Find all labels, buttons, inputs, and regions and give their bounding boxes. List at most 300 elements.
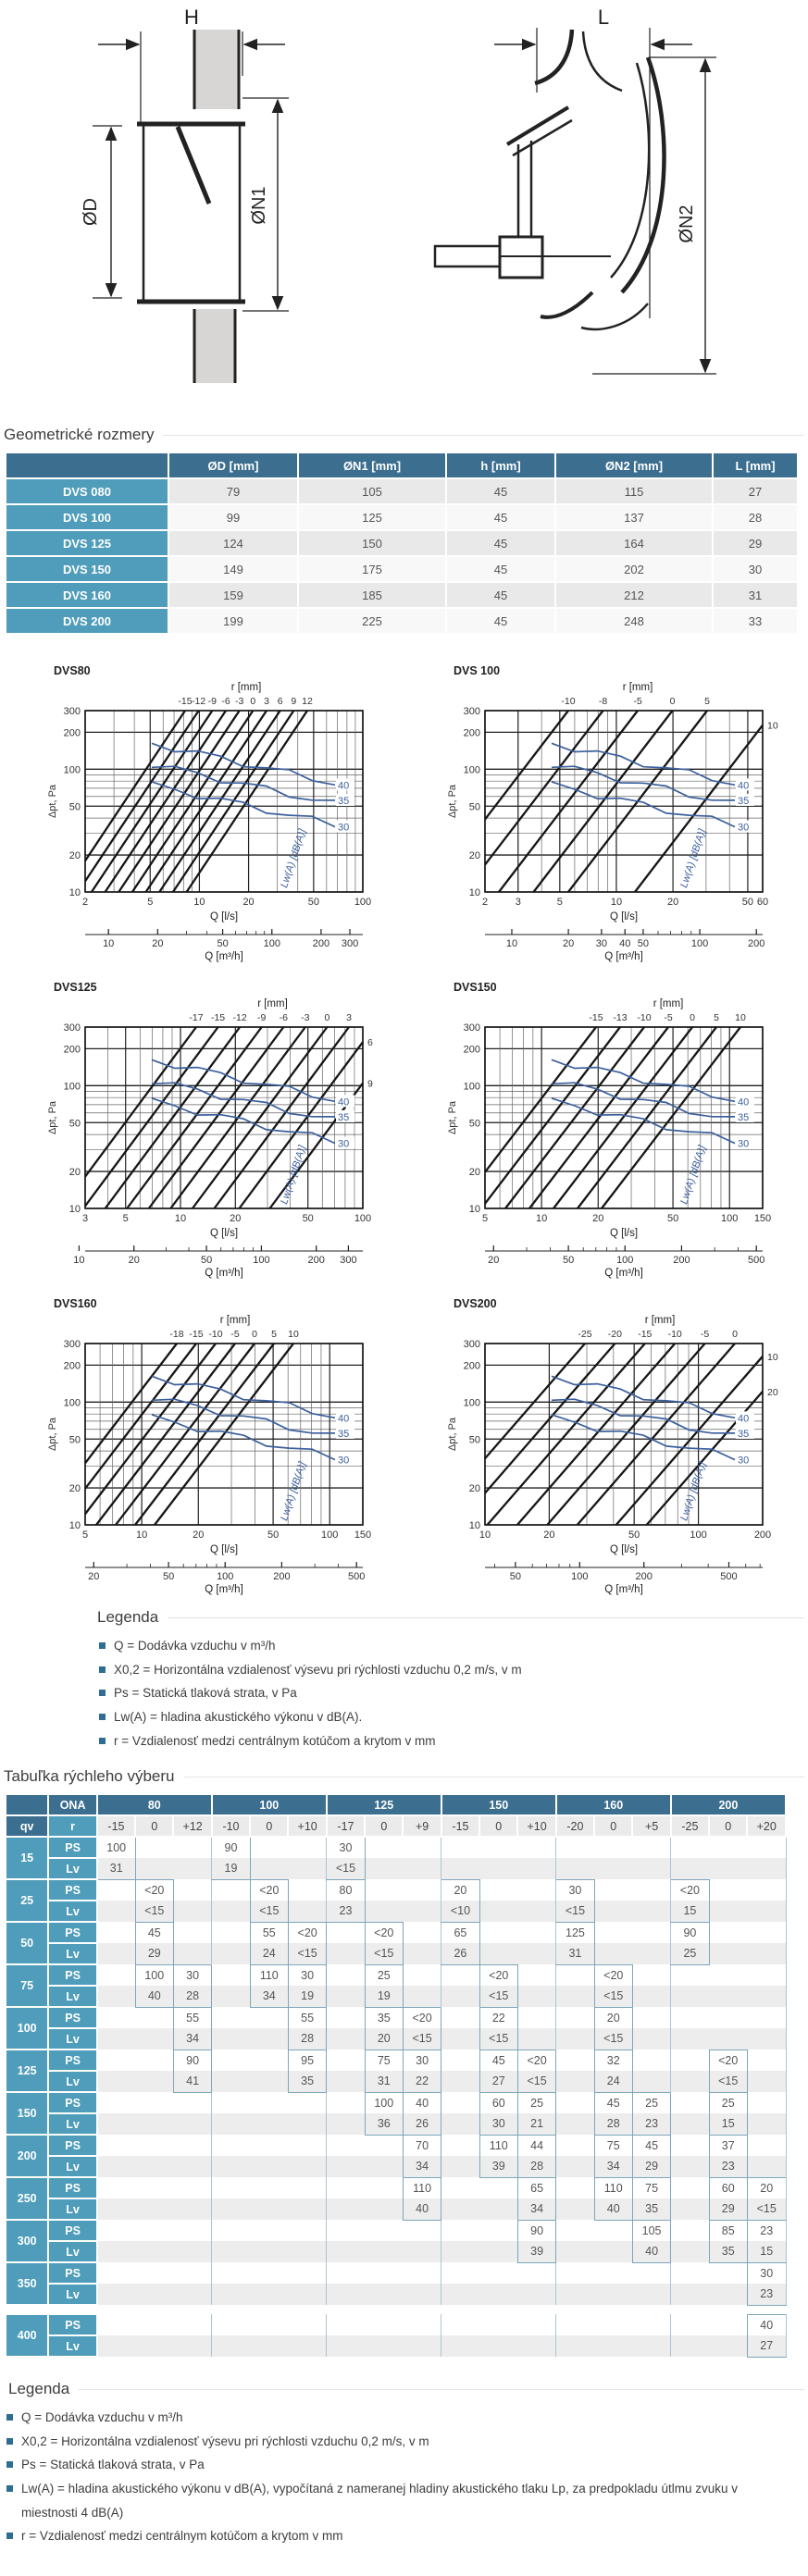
- lw-axis-label: Lw(A) [dB(A)]: [279, 1144, 309, 1207]
- svg-text:300: 300: [463, 1339, 480, 1350]
- quick-cell: [709, 1943, 747, 1964]
- svg-text:100: 100: [63, 1397, 81, 1409]
- svg-text:100: 100: [217, 1571, 234, 1582]
- quick-cell: [288, 1901, 326, 1922]
- quick-cell: [517, 2284, 555, 2305]
- geometry-col-header: ØD [mm]: [168, 452, 298, 478]
- svg-text:20: 20: [68, 1483, 81, 1495]
- svg-text:5: 5: [481, 1213, 489, 1224]
- geometry-cell: 202: [555, 556, 713, 582]
- dim-label-on1: ØN1: [249, 186, 269, 225]
- r-tick-label: -17: [189, 1012, 204, 1023]
- quick-cell: [671, 1858, 709, 1879]
- quick-cell: [403, 2335, 441, 2357]
- svg-text:20: 20: [68, 1167, 81, 1179]
- quick-cell: [173, 1879, 211, 1901]
- quick-cell: [250, 2071, 288, 2092]
- quick-cell: [709, 2262, 747, 2284]
- geometry-col-header: h [mm]: [446, 452, 555, 478]
- quick-cell: [441, 2071, 479, 2092]
- quick-cell: 37: [709, 2135, 747, 2156]
- ps-label: PS: [48, 2220, 96, 2241]
- qv-row-350-lv: [6, 2284, 786, 2305]
- quick-cell: 30: [556, 1879, 594, 1901]
- quick-cell: 35: [709, 2241, 747, 2262]
- quick-cell: <20: [709, 2050, 747, 2071]
- bottom-legend-title: Legenda: [8, 2380, 804, 2398]
- r-value-header: -10: [212, 1815, 250, 1837]
- lw-level-label: 35: [738, 795, 750, 807]
- lw-level-label: 30: [338, 822, 350, 834]
- svg-text:10: 10: [468, 1204, 480, 1215]
- chart-dvs150: [442, 975, 794, 1282]
- geometry-cell: 124: [168, 530, 298, 556]
- qv-value: 250: [6, 2177, 48, 2220]
- quick-cell: [747, 1986, 786, 2007]
- svg-text:300: 300: [63, 1022, 81, 1034]
- quick-cell: [212, 2262, 250, 2284]
- quick-cell: [403, 2220, 441, 2241]
- chart-canvas: [43, 994, 391, 1282]
- quick-cell: 23: [747, 2220, 786, 2241]
- quick-cell: [441, 2007, 479, 2028]
- quick-cell: 30: [403, 2050, 441, 2071]
- quick-cell: 65: [517, 2177, 555, 2198]
- quick-cell: [97, 1879, 135, 1901]
- quick-cell: [97, 1964, 135, 1986]
- chart-canvas: [442, 677, 790, 966]
- r-tick-label: 5: [714, 1012, 719, 1023]
- svg-text:500: 500: [348, 1571, 366, 1582]
- lw-level-label: 30: [738, 1455, 750, 1467]
- chart-title: DVS160: [54, 1297, 97, 1310]
- svg-text:50: 50: [637, 938, 650, 949]
- quick-cell: [135, 2007, 173, 2028]
- geometry-cell: 212: [555, 582, 713, 608]
- quick-cell: [556, 2335, 594, 2357]
- lw-level-label: 30: [338, 1138, 350, 1150]
- legend-item: X0,2 = Horizontálna vzdialenosť výsevu pri rýchlosti vzduchu 0,2 m/s, v m: [97, 1658, 808, 1682]
- svg-text:20: 20: [88, 1571, 100, 1582]
- quick-cell: 55: [288, 2007, 326, 2028]
- lv-label: Lv: [48, 1943, 96, 1964]
- ps-label: PS: [48, 2262, 96, 2284]
- quick-cell: [288, 2092, 326, 2113]
- geometry-cell: 45: [446, 582, 555, 608]
- lw-level-label: 35: [738, 1111, 750, 1123]
- r-tick-label: -9: [207, 696, 218, 707]
- quick-cell: [441, 2092, 479, 2113]
- quick-cell: [632, 1922, 670, 1943]
- quick-cell: [441, 2177, 479, 2198]
- quick-cell: <20: [403, 2007, 441, 2028]
- svg-text:50: 50: [68, 801, 81, 813]
- quick-cell: [671, 2241, 709, 2262]
- svg-text:20: 20: [128, 1255, 140, 1266]
- legend-item: r = Vzdialenosť medzi centrálnym kotúčom a krytom v mm: [5, 2524, 764, 2548]
- quick-cell: [632, 2314, 670, 2335]
- svg-text:200: 200: [748, 938, 765, 949]
- svg-text:200: 200: [463, 1360, 480, 1372]
- charts-legend-list: [97, 1634, 808, 1752]
- ps-label: PS: [48, 1964, 96, 1986]
- qv-value: 15: [6, 1837, 48, 1879]
- lw-axis-label: Lw(A) [dB(A)]: [279, 827, 309, 890]
- quick-cell: 125: [556, 1922, 594, 1943]
- r-tick-label: 10: [735, 1012, 746, 1023]
- quick-cell: [250, 2262, 288, 2284]
- r-tick-label: -13: [613, 1012, 628, 1023]
- svg-text:50: 50: [509, 1571, 522, 1582]
- quick-cell: [747, 2135, 786, 2156]
- quick-cell: [671, 2007, 709, 2028]
- lw-level-label: 35: [338, 1111, 350, 1123]
- quick-cell: [479, 1858, 517, 1879]
- quick-cell: [97, 2314, 135, 2335]
- lw-level-label: 40: [738, 1096, 750, 1108]
- quick-cell: [212, 2335, 250, 2357]
- quick-cell: <15: [747, 2198, 786, 2220]
- quick-cell: 34: [250, 1986, 288, 2007]
- quick-cell: [403, 1879, 441, 1901]
- quick-cell: [97, 2156, 135, 2177]
- quick-cell: [288, 2135, 326, 2156]
- quick-cell: [671, 2198, 709, 2220]
- quick-cell: [135, 2314, 173, 2335]
- quick-cell: 34: [517, 2198, 555, 2220]
- ps-label: PS: [48, 2092, 96, 2113]
- quick-cell: 20: [365, 2028, 403, 2050]
- svg-text:200: 200: [63, 1044, 81, 1056]
- quick-cell: [556, 2284, 594, 2305]
- ona-size-header: 100: [212, 1794, 327, 1815]
- quick-cell: [365, 2220, 403, 2241]
- quick-cell: [365, 2241, 403, 2262]
- lw-level-label: 40: [338, 1096, 350, 1108]
- quick-cell: 60: [709, 2177, 747, 2198]
- quick-cell: [97, 2335, 135, 2357]
- quick-cell: [594, 1901, 632, 1922]
- r-tick-label: 0: [669, 696, 676, 707]
- svg-text:300: 300: [463, 706, 480, 717]
- quick-cell: 19: [212, 1858, 250, 1879]
- quick-cell: [594, 2262, 632, 2284]
- quick-cell: [97, 2071, 135, 2092]
- ona-header: ONA: [48, 1794, 96, 1815]
- geometry-row-label: DVS 100: [6, 504, 168, 530]
- geometry-cell: 199: [168, 608, 298, 634]
- quick-cell: 30: [173, 1964, 211, 1986]
- r-tick-label: 6: [367, 1037, 373, 1049]
- quick-cell: [747, 2092, 786, 2113]
- quick-cell: 28: [173, 1986, 211, 2007]
- r-tick-label: 0: [250, 696, 256, 707]
- chart-canvas: [442, 1310, 790, 1599]
- r-tick-label: 5: [271, 1329, 277, 1340]
- quick-cell: 24: [250, 1943, 288, 1964]
- quick-cell: [632, 2335, 670, 2357]
- quick-cell: [671, 2135, 709, 2156]
- r-value-header: -17: [327, 1815, 365, 1837]
- r-value-header: 0: [135, 1815, 173, 1837]
- quick-cell: 75: [365, 2050, 403, 2071]
- quick-cell: [709, 1901, 747, 1922]
- qv-row-300-lv: [6, 2241, 786, 2262]
- r-tick-label: -15: [638, 1329, 653, 1340]
- quick-cell: [556, 2050, 594, 2071]
- quick-cell: 22: [403, 2071, 441, 2092]
- lw-axis-label: Lw(A) [dB(A)]: [279, 1460, 309, 1523]
- quick-cell: [135, 2156, 173, 2177]
- quick-cell: [327, 2092, 365, 2113]
- legend-item: r = Vzdialenosť medzi centrálnym kotúčom a krytom v mm: [97, 1729, 808, 1753]
- qv-row-125-ps: [6, 2050, 786, 2071]
- quick-cell: 55: [173, 2007, 211, 2028]
- quick-cell: 23: [327, 1901, 365, 1922]
- quick-cell: [709, 1964, 747, 1986]
- quick-cell: [479, 2314, 517, 2335]
- quick-cell: [173, 2262, 211, 2284]
- quick-cell: [212, 2177, 250, 2198]
- quick-cell: [747, 1879, 786, 1901]
- quick-cell: [173, 1858, 211, 1879]
- quick-cell: 26: [441, 1943, 479, 1964]
- quick-cell: 105: [632, 2220, 670, 2241]
- geometry-cell: 45: [446, 530, 555, 556]
- quick-cell: [594, 1943, 632, 1964]
- geometry-cell: 79: [168, 478, 298, 504]
- quick-cell: [556, 1964, 594, 1986]
- quick-cell: 90: [671, 1922, 709, 1943]
- quick-cell: 19: [365, 1986, 403, 2007]
- quick-cell: <15: [556, 1901, 594, 1922]
- qv-row-300-ps: [6, 2220, 786, 2241]
- geometry-cell: 225: [298, 608, 446, 634]
- quick-cell: [327, 2177, 365, 2198]
- svg-text:150: 150: [753, 1213, 772, 1224]
- r-axis-label: r [mm]: [219, 1315, 251, 1326]
- quick-cell: 90: [517, 2220, 555, 2241]
- quick-cell: 29: [709, 2198, 747, 2220]
- svg-text:50: 50: [200, 1255, 213, 1266]
- quick-cell: [403, 1922, 441, 1943]
- quick-cell: [250, 2241, 288, 2262]
- geometry-cell: 31: [713, 582, 798, 608]
- quick-cell: <20: [671, 1879, 709, 1901]
- quick-cell: [479, 2198, 517, 2220]
- r-tick-label: -15: [210, 1012, 226, 1023]
- table-row: [6, 530, 798, 556]
- quick-cell: [594, 2314, 632, 2335]
- legend-item: Q = Dodávka vzduchu v m³/h: [5, 2406, 764, 2430]
- quick-cell: [135, 2028, 173, 2050]
- r-value-header: +10: [517, 1815, 555, 1837]
- quick-cell: <15: [288, 1943, 326, 1964]
- dimension-drawings-svg: [0, 4, 808, 413]
- r-value-header: +12: [173, 1815, 211, 1837]
- quick-cell: 20: [594, 2007, 632, 2028]
- quick-cell: [212, 1964, 250, 1986]
- quick-cell: [632, 2050, 670, 2071]
- dim-label-od: ØD: [81, 198, 101, 226]
- quick-cell: [632, 1964, 670, 1986]
- x2-axis-label: Q [m³/h]: [205, 1268, 243, 1279]
- svg-text:2: 2: [81, 897, 89, 908]
- svg-text:30: 30: [595, 938, 608, 949]
- r-value-header: 0: [479, 1815, 517, 1837]
- quick-cell: [517, 2262, 555, 2284]
- quick-cell: [671, 2262, 709, 2284]
- quick-cell: [556, 2220, 594, 2241]
- quick-cell: <15: [517, 2071, 555, 2092]
- quick-cell: 44: [517, 2135, 555, 2156]
- quick-cell: [288, 2113, 326, 2135]
- quick-cell: [97, 1922, 135, 1943]
- quick-cell: [250, 2177, 288, 2198]
- quick-cell: 35: [632, 2198, 670, 2220]
- quick-cell: [671, 2156, 709, 2177]
- quick-cell: [556, 1858, 594, 1879]
- svg-text:10: 10: [610, 897, 623, 908]
- svg-text:40: 40: [619, 938, 631, 949]
- r-tick-label: -15: [178, 696, 193, 707]
- svg-text:100: 100: [690, 1530, 707, 1541]
- x-axis-label: Q [l/s]: [209, 1228, 239, 1239]
- quick-cell: 40: [135, 1986, 173, 2007]
- r-value-header: -25: [671, 1815, 709, 1837]
- quick-cell: [632, 2028, 670, 2050]
- bottom-legend-list: [5, 2406, 764, 2548]
- quick-cell: [327, 2335, 365, 2357]
- quick-cell: [709, 2284, 747, 2305]
- quick-cell: [747, 2050, 786, 2071]
- lw-level-label: 30: [338, 1455, 350, 1467]
- quick-cell: 85: [709, 2220, 747, 2241]
- svg-text:50: 50: [307, 897, 319, 908]
- quick-cell: [632, 1943, 670, 1964]
- qv-value: 300: [6, 2220, 48, 2262]
- r-tick-label: 9: [291, 696, 297, 707]
- qv-value: 75: [6, 1964, 48, 2007]
- qv-row-25-lv: [6, 1901, 786, 1922]
- quick-cell: 90: [212, 1837, 250, 1858]
- quick-cell: 29: [632, 2156, 670, 2177]
- lv-label: Lv: [48, 2156, 96, 2177]
- ps-label: PS: [48, 1922, 96, 1943]
- quick-cell: <15: [709, 2071, 747, 2092]
- lw-level-label: 35: [338, 1428, 350, 1440]
- chart-dvs125: [43, 975, 394, 1282]
- quick-cell: [517, 2314, 555, 2335]
- table-row: [6, 478, 798, 504]
- r-tick-label: -10: [637, 1012, 652, 1023]
- quick-cell: [327, 2262, 365, 2284]
- qv-header: qv: [6, 1815, 48, 1837]
- quick-cell: [671, 2177, 709, 2198]
- quick-cell: [479, 2262, 517, 2284]
- qv-value: 125: [6, 2050, 48, 2092]
- quick-cell: [479, 2241, 517, 2262]
- quick-cell: [747, 2113, 786, 2135]
- geometry-cell: 115: [555, 478, 713, 504]
- quick-cell: [173, 2241, 211, 2262]
- quick-cell: [403, 2314, 441, 2335]
- quick-cell: <20: [250, 1879, 288, 1901]
- qv-row-250-lv: [6, 2198, 786, 2220]
- x2-axis-label: Q [m³/h]: [604, 951, 643, 962]
- quick-cell: [441, 2156, 479, 2177]
- qv-value: 200: [6, 2135, 48, 2177]
- quick-cell: [250, 2284, 288, 2305]
- geometry-cell: 164: [555, 530, 713, 556]
- svg-text:50: 50: [68, 1434, 81, 1446]
- quick-cell: 20: [441, 1879, 479, 1901]
- geometry-cell: 45: [446, 504, 555, 530]
- quick-cell: [403, 2284, 441, 2305]
- r-header: r: [48, 1815, 96, 1837]
- svg-text:50: 50: [302, 1213, 314, 1224]
- quick-cell: <20: [594, 1964, 632, 1986]
- quick-cell: 27: [479, 2071, 517, 2092]
- qv-row-100-lv: [6, 2028, 786, 2050]
- r-value-header: +5: [632, 1815, 670, 1837]
- quick-cell: 35: [288, 2071, 326, 2092]
- quick-cell: [288, 2335, 326, 2357]
- table-row: [6, 556, 798, 582]
- quick-cell: 41: [173, 2071, 211, 2092]
- r-tick-label: -3: [301, 1012, 310, 1023]
- quick-cell: 75: [632, 2177, 670, 2198]
- quick-cell: [403, 1964, 441, 1986]
- quick-cell: [288, 1879, 326, 1901]
- geometry-cell: 248: [555, 608, 713, 634]
- quick-cell: [365, 2156, 403, 2177]
- svg-text:300: 300: [63, 1339, 81, 1350]
- svg-text:100: 100: [63, 1081, 81, 1093]
- quick-cell: [288, 2156, 326, 2177]
- quick-cell: 20: [747, 2177, 786, 2198]
- dimension-on1: [242, 98, 289, 311]
- quick-cell: [212, 2071, 250, 2092]
- qv-row-75-lv: [6, 1986, 786, 2007]
- lw-level-label: 40: [338, 1413, 350, 1425]
- quick-cell: [327, 2050, 365, 2071]
- quick-cell: [479, 1943, 517, 1964]
- quick-cell: [135, 2050, 173, 2071]
- x-axis-label: Q [l/s]: [609, 1544, 639, 1555]
- svg-text:2: 2: [481, 897, 489, 908]
- legend-item: X0,2 = Horizontálna vzdialenosť výsevu pri rýchlosti vzduchu 0,2 m/s, v m: [5, 2430, 764, 2454]
- quick-cell: <15: [250, 1901, 288, 1922]
- quick-cell: [594, 1837, 632, 1858]
- quick-cell: [288, 2314, 326, 2335]
- table-row: [6, 504, 798, 530]
- r-value-header: -15: [441, 1815, 479, 1837]
- quick-selection-table: [5, 1793, 787, 2358]
- ps-label: PS: [48, 2177, 96, 2198]
- quick-cell: 15: [671, 1901, 709, 1922]
- svg-text:5: 5: [122, 1213, 129, 1224]
- quick-cell: [135, 1858, 173, 1879]
- quick-cell: 26: [403, 2113, 441, 2135]
- r-value-header: +20: [747, 1815, 786, 1837]
- geometry-col-header: ØN2 [mm]: [555, 452, 713, 478]
- legend-item: Q = Dodávka vzduchu v m³/h: [97, 1634, 808, 1658]
- quick-cell: [365, 2135, 403, 2156]
- lw-axis-label: Lw(A) [dB(A)]: [678, 1460, 709, 1523]
- quick-cell: [212, 2135, 250, 2156]
- quick-cell: [250, 2335, 288, 2357]
